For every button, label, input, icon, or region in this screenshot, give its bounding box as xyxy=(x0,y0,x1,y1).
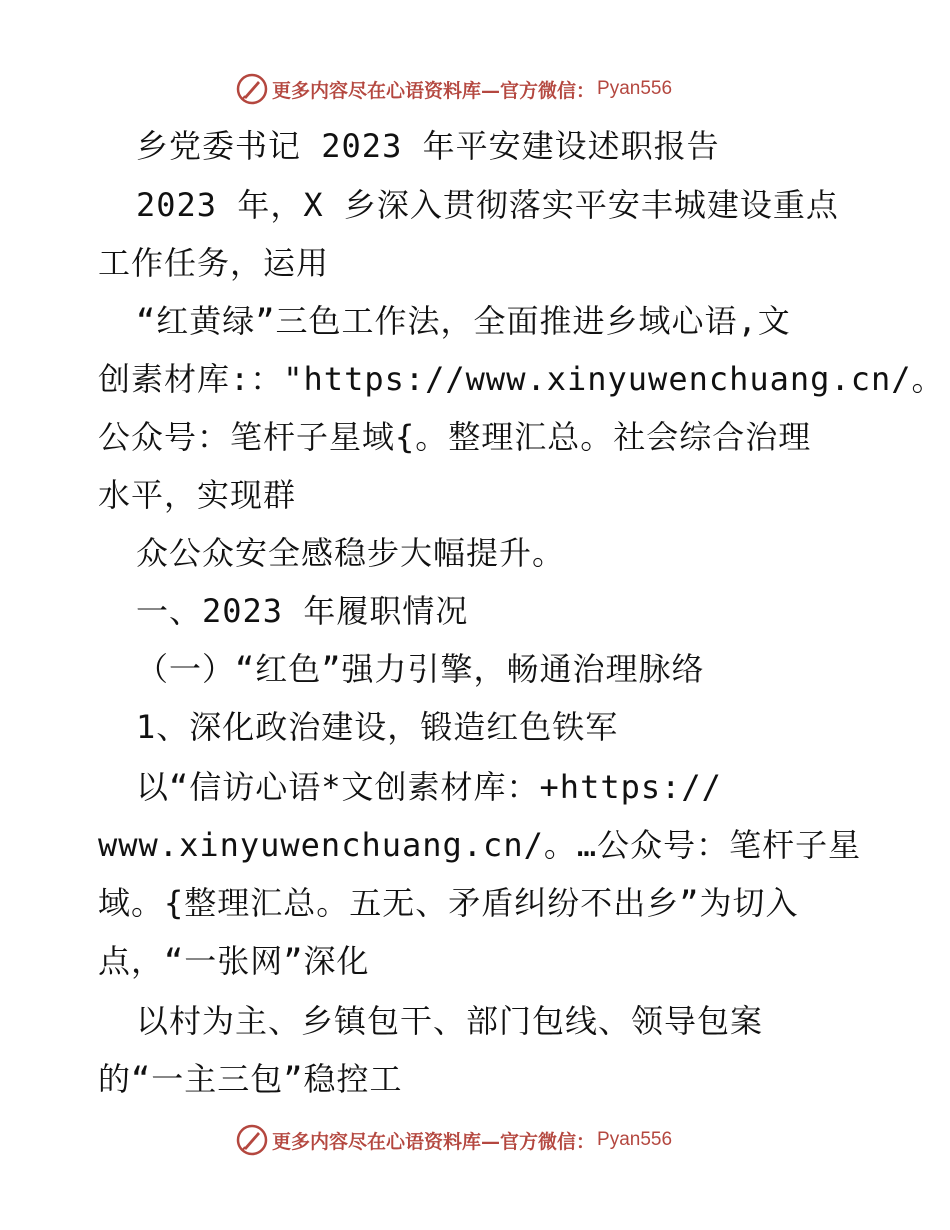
paragraph-line: 的“一主三包”稳控工 xyxy=(98,1060,403,1098)
paragraph-line: 以村为主、乡镇包干、部门包线、领导包案 xyxy=(136,1002,764,1040)
paragraph-line: 工作任务，运用 xyxy=(98,244,330,282)
watermark-text: 更多内容尽在心语资料库—官方微信： xyxy=(272,79,596,102)
paragraph-line: 以“信访心语*文创素材库：+https:// xyxy=(136,768,722,806)
paragraph-line: 水平，实现群 xyxy=(98,476,297,514)
item-heading: 1、深化政治建设，锻造红色铁军 xyxy=(136,708,619,746)
paragraph-line: 众公众安全感稳步大幅提升。 xyxy=(136,534,566,572)
watermark-account: Pyan556 xyxy=(597,78,673,99)
watermark-account: Pyan556 xyxy=(597,1129,673,1150)
paragraph-line: 2023 年，X 乡深入贯彻落实平安丰城建设重点 xyxy=(136,186,839,224)
quill-pen-logo-icon xyxy=(236,1124,268,1156)
header-watermark xyxy=(236,72,706,106)
paragraph-line: 公众号：笔杆子星域{。整理汇总。社会综合治理 xyxy=(98,418,812,456)
quill-pen-logo-icon xyxy=(236,73,268,105)
footer-watermark xyxy=(236,1123,706,1157)
paragraph-line: “红黄绿”三色工作法，全面推进乡域心语,文 xyxy=(136,302,791,340)
section-heading: 一、2023 年履职情况 xyxy=(136,592,469,630)
document-title: 乡党委书记 2023 年平安建设述职报告 xyxy=(136,127,720,165)
paragraph-line: 域。{整理汇总。五无、矛盾纠纷不出乡”为切入 xyxy=(98,884,799,922)
watermark-text: 更多内容尽在心语资料库—官方微信： xyxy=(272,1130,596,1153)
paragraph-line: 创素材库:："https://www.xinyuwenchuang.cn/。 xyxy=(98,360,945,398)
paragraph-line: www.xinyuwenchuang.cn/。…公众号：笔杆子星 xyxy=(98,826,862,864)
subsection-heading: （一）“红色”强力引擎，畅通治理脉络 xyxy=(136,650,705,688)
paragraph-line: 点，“一张网”深化 xyxy=(98,942,370,980)
